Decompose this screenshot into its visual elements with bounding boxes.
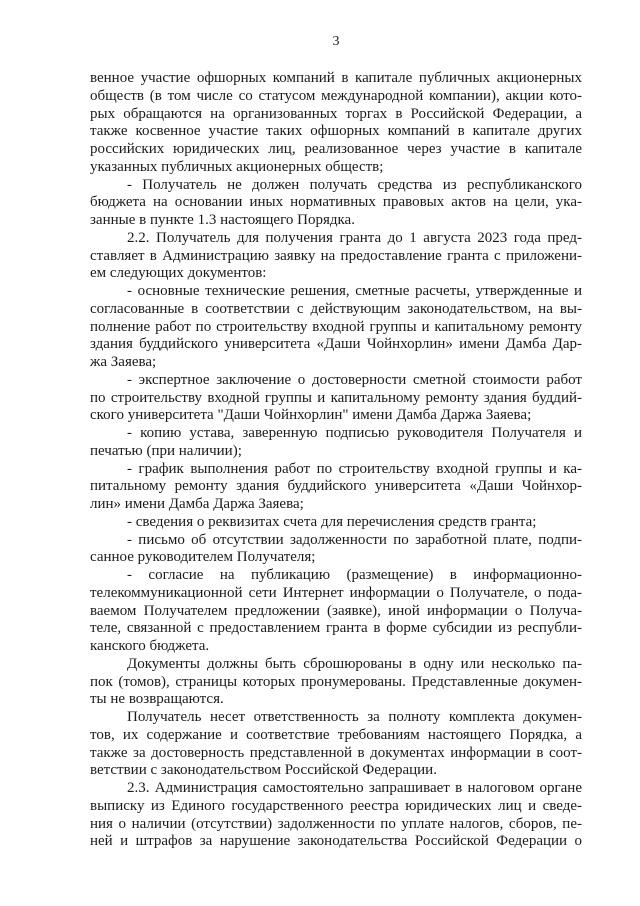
text-line: венное участие офшорных компаний в капитале публичных акционерных bbox=[90, 70, 582, 86]
text-line: обществ (в том числе со статусом международной компании), акции кото- bbox=[90, 87, 582, 104]
text-line: 2.2. Получатель для получения гранта до 1 августа 2023 года пред- bbox=[127, 229, 582, 246]
text-line: 2.3. Администрация самостоятельно запрашивает в налоговом органе bbox=[127, 780, 582, 796]
page-number: 3 bbox=[332, 34, 340, 49]
text-line: ней и штрафов за нарушение законодательства Российской Федерации о bbox=[90, 833, 582, 850]
text-line: полнение работ по строительству входной группы и капитальному ремонту bbox=[90, 318, 582, 335]
text-line: жа Заяева; bbox=[90, 354, 157, 370]
text-line: телекоммуникационной сети Интернет информации о Получателе, о пода- bbox=[90, 584, 582, 601]
text-line: ты не возвращаются. bbox=[90, 691, 224, 708]
text-line: выписку из Единого государственного реестра юридических лиц и сведе- bbox=[90, 797, 582, 814]
paragraph bbox=[90, 532, 582, 568]
text-line: также косвенное участие таких офшорных компаний в капитале других bbox=[90, 123, 582, 140]
text-line: занные в пункте 1.3 настоящего Порядка. bbox=[90, 212, 355, 228]
paragraph bbox=[90, 372, 582, 425]
document-body bbox=[90, 70, 582, 851]
paragraph bbox=[90, 656, 582, 709]
paragraph bbox=[90, 514, 582, 532]
text-line: российских юридических лиц, реализованное через участие в капитале bbox=[90, 141, 582, 157]
text-line: Документы должны быть сброшюрованы в одну или несколько па- bbox=[127, 655, 582, 672]
text-line: - график выполнения работ по строительству входной группы и ка- bbox=[127, 460, 582, 477]
text-line: санное руководителем Получателя; bbox=[90, 549, 316, 566]
text-line: - основные технические решения, сметные расчеты, утвержденные и bbox=[127, 283, 582, 299]
text-line: лин» имени Дамба Даржа Заяева; bbox=[90, 496, 304, 512]
text-line: ставляет в Администрацию заявку на предоставление гранта с приложени- bbox=[90, 247, 582, 264]
text-line: ского университета "Даши Чойнхорлин" имени Дамба Даржа Заяева; bbox=[90, 407, 532, 424]
paragraph bbox=[90, 780, 582, 851]
text-line: - письмо об отсутствии задолженности по заработной плате, подпи- bbox=[127, 531, 582, 548]
text-line: рых обращаются на организованных торгах в Российской Федерации, а bbox=[90, 105, 582, 122]
text-line: печатью (при наличии); bbox=[90, 442, 242, 459]
paragraph bbox=[90, 461, 582, 514]
text-line: также за достоверность представленной в документах информации в соот- bbox=[90, 744, 582, 761]
paragraph bbox=[90, 177, 582, 230]
text-line: тов, их содержание и соответствие требованиям настоящего Порядка, а bbox=[90, 726, 582, 743]
text-line: - Получатель не должен получать средства из республиканского bbox=[127, 176, 582, 193]
text-line: - копию устава, заверенную подписью руководителя Получателя и bbox=[127, 425, 582, 441]
text-line: Получатель несет ответственность за полноту комплекта докумен- bbox=[127, 709, 582, 725]
paragraph bbox=[90, 425, 582, 461]
paragraph bbox=[90, 283, 582, 372]
text-line: теле, связанной с предоставлением гранта в форме субсидии из республи- bbox=[90, 620, 582, 637]
text-line: - экспертное заключение о достоверности сметной стоимости работ bbox=[127, 371, 582, 388]
text-line: канского бюджета. bbox=[90, 638, 210, 654]
text-line: бюджета на основании иных нормативных правовых актов на цели, ука- bbox=[90, 194, 582, 211]
text-line: питальному ремонту здания буддийского университета «Даши Чойнхор- bbox=[90, 478, 582, 495]
text-line: согласованные в соответствии с действующим законодательством, на вы- bbox=[90, 300, 582, 317]
text-line: пок (томов), страницы которых пронумерованы. Представленные докумен- bbox=[90, 673, 582, 690]
paragraph bbox=[90, 230, 582, 283]
text-line: ветствии с законодательством Российской Федерации. bbox=[90, 762, 437, 779]
text-line: по строительству входной группы и капитальному ремонту здания буддий- bbox=[90, 389, 582, 406]
paragraph bbox=[90, 709, 582, 780]
text-line: - сведения о реквизитах счета для перечисления средств гранта; bbox=[127, 513, 537, 530]
text-line: указанных публичных акционерных обществ; bbox=[90, 158, 384, 175]
paragraph bbox=[90, 567, 582, 656]
text-line: ем следующих документов: bbox=[90, 265, 267, 282]
text-line: - согласие на публикацию (размещение) в информационно- bbox=[127, 567, 582, 583]
paragraph bbox=[90, 70, 582, 177]
text-line: здания буддийского университета «Даши Чойнхорлин» имени Дамба Дар- bbox=[90, 336, 582, 353]
text-line: ния о наличии (отсутствии) задолженности по уплате налогов, сборов, пе- bbox=[90, 815, 582, 832]
text-line: ваемом Получателем предложении (заявке), иной информации о Получа- bbox=[90, 602, 582, 619]
